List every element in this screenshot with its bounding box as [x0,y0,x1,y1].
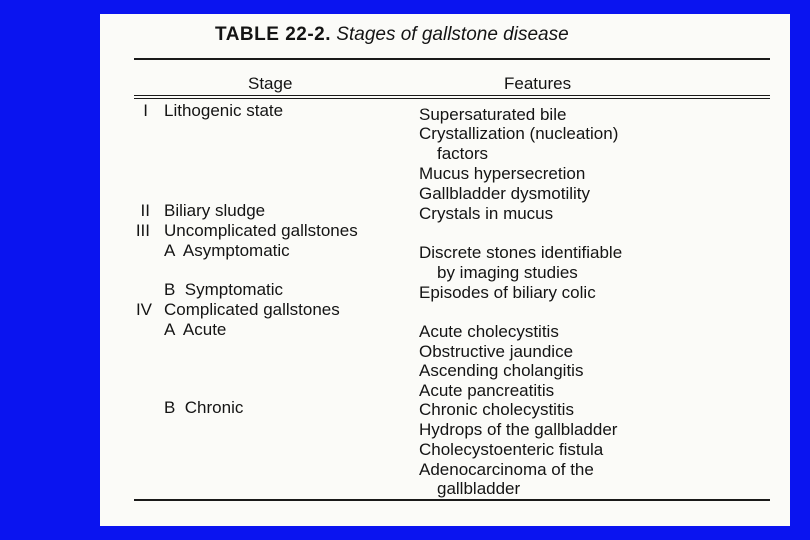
column-header-features: Features [504,74,572,93]
feature-line: Cholecystoenteric fistula [419,440,604,459]
header-rule-1 [134,95,770,96]
feature-line: Hydrops of the gallbladder [419,420,618,439]
stage-numeral: I [143,101,148,120]
feature-line: Acute pancreatitis [419,381,555,400]
feature-line: Obstructive jaundice [419,342,574,361]
feature-line: Supersaturated bile [419,105,567,124]
stage-sublabel: A Asymptomatic [164,241,290,260]
feature-line: Gallbladder dysmotility [419,184,591,203]
table-caption: Stages of gallstone disease [336,24,569,45]
feature-line: Ascending cholangitis [419,361,584,380]
document-page [100,14,790,526]
table-number: TABLE 22-2. [215,24,332,45]
feature-line: Mucus hypersecretion [419,164,586,183]
stage-sublabel: B Symptomatic [164,280,284,299]
feature-line: factors [437,144,489,163]
stage-sublabel: B Chronic [164,398,244,417]
stage-label: Biliary sludge [164,201,266,220]
column-header-stage: Stage [248,74,293,93]
stage-numeral: IV [135,300,152,319]
stage-numeral: II [140,201,150,220]
bottom-rule [134,499,770,501]
feature-line: Discrete stones identifiable [419,243,623,262]
stage-label: Complicated gallstones [164,300,340,319]
feature-line: gallbladder [437,479,521,498]
feature-line: Adenocarcinoma of the [419,460,594,479]
top-rule [134,58,770,60]
stage-label: Lithogenic state [164,101,284,120]
feature-line: Acute cholecystitis [419,322,559,341]
feature-line: Crystals in mucus [419,204,554,223]
table-title [215,24,569,46]
feature-line: Episodes of biliary colic [419,283,596,302]
header-rule-2 [134,98,770,99]
stage-label: Uncomplicated gallstones [164,221,358,240]
stage-sublabel: A Acute [164,320,227,339]
feature-line: Crystallization (nucleation) [419,124,619,143]
feature-line: by imaging studies [437,263,578,282]
feature-line: Chronic cholecystitis [419,400,574,419]
stage-numeral: III [135,221,150,240]
